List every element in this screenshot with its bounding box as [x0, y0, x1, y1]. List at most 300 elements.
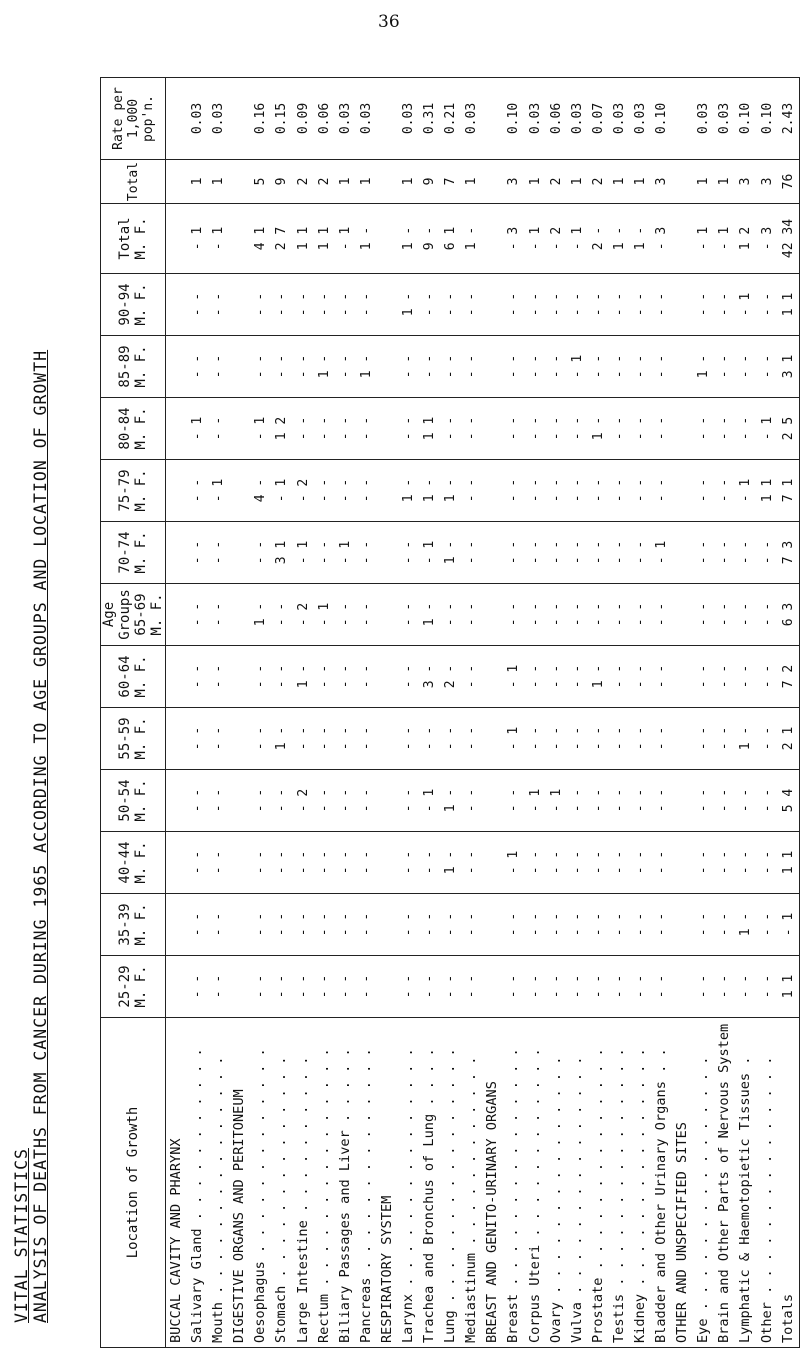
- age-cell: - -: [253, 788, 269, 813]
- blank-cell: [231, 398, 248, 459]
- age-cell: - 1: [738, 478, 754, 503]
- age-cell: - -: [548, 416, 564, 441]
- location-header: Location of Growth: [101, 1018, 166, 1348]
- age-cell: - -: [400, 974, 416, 999]
- age-cell: - -: [211, 850, 227, 875]
- age-cell: - -: [506, 416, 522, 441]
- age-cell: - -: [717, 292, 733, 317]
- age-cell: - -: [696, 788, 712, 813]
- blank-cell: [379, 522, 396, 583]
- totals-rate-cell: 2.43: [780, 102, 796, 135]
- blank-cell: [379, 336, 396, 397]
- totals-age-cell: 7 1: [780, 478, 796, 503]
- age-cell: - 1: [527, 788, 543, 813]
- blank-cell: [231, 770, 248, 831]
- age-cell: - -: [274, 354, 290, 379]
- blank-cell: [484, 832, 501, 893]
- age-cell: - -: [400, 850, 416, 875]
- age-cell: - -: [316, 540, 332, 565]
- age-cell: 1 -: [443, 478, 459, 503]
- age-cell: - -: [738, 354, 754, 379]
- age-cell: - -: [590, 788, 606, 813]
- rate-cell: 0.03: [211, 102, 227, 135]
- age-cell: - -: [527, 354, 543, 379]
- age-cell: - -: [443, 912, 459, 937]
- age-cell: - -: [253, 292, 269, 317]
- age-cell: - -: [253, 974, 269, 999]
- age-col-80-84: [166, 398, 800, 460]
- age-cell: - -: [337, 416, 353, 441]
- age-cell: - -: [738, 974, 754, 999]
- row-label: Lymphatic & Haemotopietic Tissues .: [737, 1048, 754, 1343]
- age-cell: - -: [696, 416, 712, 441]
- blank-cell: [484, 398, 501, 459]
- age-cell: - -: [527, 478, 543, 503]
- age-cell: - -: [611, 292, 627, 317]
- total-mf-cell: 1 -: [611, 226, 627, 251]
- age-cell: - -: [696, 664, 712, 689]
- age-cell: - -: [274, 292, 290, 317]
- age-cell: - -: [400, 664, 416, 689]
- blank-cell: [379, 78, 396, 159]
- page-title: [12, 350, 50, 1323]
- blank-cell: [674, 646, 691, 707]
- table-title: ANALYSIS OF DEATHS FROM CANCER DURING 1965 ACCORDING TO AGE GROUPS AND LOCATION OF GROWTH: [31, 349, 50, 1323]
- blank-cell: [674, 708, 691, 769]
- age-90-94-header: 90-94 M. F.: [101, 274, 166, 336]
- blank-cell: [168, 522, 185, 583]
- age-cell: - -: [548, 354, 564, 379]
- age-cell: - 1: [654, 540, 670, 565]
- rate-cell: 0.03: [611, 102, 627, 135]
- age-cell: - -: [696, 602, 712, 627]
- age-cell: - -: [548, 850, 564, 875]
- age-cell: - -: [274, 664, 290, 689]
- age-cell: - -: [358, 788, 374, 813]
- age-cell: - -: [274, 850, 290, 875]
- age-cell: - -: [738, 664, 754, 689]
- age-cell: - -: [274, 788, 290, 813]
- age-cell: - -: [633, 974, 649, 999]
- age-col-75-79: [166, 460, 800, 522]
- age-cell: 1 -: [422, 602, 438, 627]
- age-cell: - 1: [759, 416, 775, 441]
- total-mf-cell: 2 7: [274, 226, 290, 251]
- age-cell: - -: [358, 974, 374, 999]
- blank-cell: [674, 770, 691, 831]
- age-cell: - -: [654, 974, 670, 999]
- age-cell: - -: [400, 788, 416, 813]
- age-cell: 1 1: [759, 478, 775, 503]
- age-col-35-39: [166, 894, 800, 956]
- blank-cell: [379, 770, 396, 831]
- cancer-deaths-table: [100, 77, 800, 1348]
- row-label: Stomach . . . . . . . . . . . . . .: [273, 1048, 290, 1343]
- total-cell: 3: [738, 177, 754, 186]
- total-mf-cell: 6 1: [443, 226, 459, 251]
- age-25-29-header: 25-29 M. F.: [101, 956, 166, 1018]
- total-mf-cell: 1 -: [464, 226, 480, 251]
- row-label: Mouth . . . . . . . . . . . . . . .: [210, 1048, 227, 1343]
- totals-label: Totals: [779, 1293, 796, 1343]
- blank-cell: [379, 832, 396, 893]
- total-mf-cell: 1 1: [295, 226, 311, 251]
- blank-cell: [674, 460, 691, 521]
- age-cell: 1 -: [738, 726, 754, 751]
- blank-cell: [231, 832, 248, 893]
- age-cell: 3 1: [274, 540, 290, 565]
- rate-cell: 0.03: [633, 102, 649, 135]
- age-cell: - -: [590, 850, 606, 875]
- age-cell: - -: [358, 540, 374, 565]
- total-cell: 1: [611, 177, 627, 186]
- total-cell: 2: [316, 177, 332, 186]
- age-cell: - 2: [295, 788, 311, 813]
- age-cell: - -: [717, 788, 733, 813]
- age-cell: - -: [759, 664, 775, 689]
- blank-cell: [231, 274, 248, 335]
- age-cell: - -: [316, 912, 332, 937]
- age-cell: - -: [422, 974, 438, 999]
- age-cell: - -: [569, 974, 585, 999]
- age-cell: - -: [190, 726, 206, 751]
- age-cell: - -: [548, 478, 564, 503]
- age-cell: - -: [527, 292, 543, 317]
- age-cell: - -: [422, 726, 438, 751]
- age-cell: - -: [696, 292, 712, 317]
- age-cell: - 1: [569, 354, 585, 379]
- totals-age-cell: 3 1: [780, 354, 796, 379]
- age-cell: - -: [759, 292, 775, 317]
- row-label: Mediastinum . . . . . . . . . . . .: [463, 1048, 480, 1343]
- total-cell: 1: [696, 177, 712, 186]
- age-cell: - -: [654, 354, 670, 379]
- age-cell: - -: [337, 788, 353, 813]
- age-cell: - -: [611, 850, 627, 875]
- age-cell: - -: [358, 602, 374, 627]
- age-cell: - -: [611, 912, 627, 937]
- age-cell: - -: [611, 354, 627, 379]
- blank-cell: [484, 584, 501, 645]
- blank-cell: [168, 646, 185, 707]
- age-cell: - 1: [738, 292, 754, 317]
- total-mf-cell: - 2: [548, 226, 564, 251]
- age-col-25-29: [166, 956, 800, 1018]
- age-cell: - -: [422, 292, 438, 317]
- row-label: Bladder and Other Urinary Organs . .: [653, 1040, 670, 1343]
- total-mf-cell: 4 1: [253, 226, 269, 251]
- age-cell: - -: [464, 354, 480, 379]
- age-cell: - -: [654, 416, 670, 441]
- age-cell: - -: [759, 850, 775, 875]
- row-label: Oesophagus . . . . . . . . . . . . .: [252, 1040, 269, 1343]
- age-cell: - -: [464, 540, 480, 565]
- blank-cell: [379, 584, 396, 645]
- age-80-84-header: 80-84 M. F.: [101, 398, 166, 460]
- total-cell: 1: [464, 177, 480, 186]
- total-cell: 2: [590, 177, 606, 186]
- rate-cell: 0.10: [759, 102, 775, 135]
- row-label: Other . . . . . . . . . . . . . . .: [758, 1048, 775, 1343]
- age-cell: - -: [211, 540, 227, 565]
- total-mf-column: [166, 204, 800, 274]
- age-cell: 3 -: [422, 664, 438, 689]
- age-cell: - -: [443, 726, 459, 751]
- age-cell: - -: [611, 788, 627, 813]
- total-cell: 3: [654, 177, 670, 186]
- age-cell: - 1: [506, 850, 522, 875]
- age-cell: - -: [295, 912, 311, 937]
- row-label: Brain and Other Parts of Nervous System: [716, 1023, 733, 1343]
- age-cell: 1 -: [696, 354, 712, 379]
- age-cell: 1 -: [274, 726, 290, 751]
- category-label: BREAST AND GENITO-URINARY ORGANS: [484, 1081, 501, 1343]
- total-cell: 5: [253, 177, 269, 186]
- blank-cell: [231, 956, 248, 1017]
- heading: VITAL STATISTICS: [12, 1148, 31, 1323]
- age-cell: - -: [274, 602, 290, 627]
- age-cell: - 1: [422, 788, 438, 813]
- blank-cell: [379, 274, 396, 335]
- blank-cell: [674, 832, 691, 893]
- blank-cell: [484, 894, 501, 955]
- rate-cell: 0.03: [717, 102, 733, 135]
- age-cell: - -: [253, 540, 269, 565]
- age-cell: - 1: [548, 788, 564, 813]
- age-cell: - 2: [295, 602, 311, 627]
- age-cell: - -: [464, 664, 480, 689]
- age-cell: - -: [696, 478, 712, 503]
- age-cell: - -: [316, 664, 332, 689]
- age-cell: - -: [696, 726, 712, 751]
- age-cell: - -: [464, 602, 480, 627]
- age-cell: - -: [717, 416, 733, 441]
- age-cell: - -: [759, 540, 775, 565]
- age-cell: - -: [654, 602, 670, 627]
- age-cell: 1 -: [590, 416, 606, 441]
- age-cell: - -: [464, 788, 480, 813]
- age-cell: - -: [654, 788, 670, 813]
- age-cell: - -: [548, 974, 564, 999]
- age-cell: - -: [569, 912, 585, 937]
- rate-cell: 0.10: [738, 102, 754, 135]
- age-cell: - -: [759, 974, 775, 999]
- rate-cell: 0.03: [337, 102, 353, 135]
- age-cell: - -: [611, 664, 627, 689]
- blank-cell: [231, 646, 248, 707]
- blank-cell: [168, 160, 185, 203]
- category-label: BUCCAL CAVITY AND PHARYNX: [167, 1138, 184, 1343]
- age-cell: - -: [506, 974, 522, 999]
- age-cell: - -: [633, 416, 649, 441]
- age-cell: - -: [759, 602, 775, 627]
- blank-cell: [168, 894, 185, 955]
- age-cell: - -: [211, 726, 227, 751]
- row-label: Ovary . . . . . . . . . . . . . . .: [547, 1048, 564, 1343]
- age-cell: - -: [654, 664, 670, 689]
- blank-cell: [168, 460, 185, 521]
- blank-cell: [231, 584, 248, 645]
- age-cell: - -: [358, 478, 374, 503]
- age-cell: - -: [633, 788, 649, 813]
- age-cell: - -: [569, 602, 585, 627]
- age-cell: - -: [358, 726, 374, 751]
- age-cell: - -: [190, 850, 206, 875]
- total-cell: 1: [400, 177, 416, 186]
- age-35-39-header: 35-39 M. F.: [101, 894, 166, 956]
- age-cell: - -: [590, 974, 606, 999]
- rate-cell: 0.10: [506, 102, 522, 135]
- age-cell: - -: [443, 602, 459, 627]
- age-cell: - -: [253, 354, 269, 379]
- age-cell: - -: [590, 602, 606, 627]
- age-cell: 1 -: [738, 912, 754, 937]
- blank-cell: [168, 584, 185, 645]
- age-cell: 1 -: [253, 602, 269, 627]
- age-cell: - -: [422, 912, 438, 937]
- age-cell: - -: [316, 850, 332, 875]
- age-cell: - -: [400, 354, 416, 379]
- age-cell: - -: [337, 664, 353, 689]
- age-cell: - -: [633, 354, 649, 379]
- rate-cell: 0.16: [253, 102, 269, 135]
- age-cell: - 2: [295, 478, 311, 503]
- blank-cell: [231, 894, 248, 955]
- rate-cell: 0.03: [400, 102, 416, 135]
- age-cell: - -: [211, 788, 227, 813]
- age-cell: 1 -: [443, 540, 459, 565]
- blank-cell: [674, 522, 691, 583]
- age-cell: - -: [253, 912, 269, 937]
- blank-cell: [674, 956, 691, 1017]
- blank-cell: [484, 160, 501, 203]
- age-cell: - -: [358, 416, 374, 441]
- age-cell: - -: [190, 292, 206, 317]
- blank-cell: [484, 460, 501, 521]
- age-cell: - -: [569, 540, 585, 565]
- category-label: OTHER AND UNSPECIFIED SITES: [674, 1122, 691, 1343]
- total-mf-cell: - 1: [190, 226, 206, 251]
- age-cell: - -: [548, 664, 564, 689]
- age-cell: - -: [717, 912, 733, 937]
- age-cell: - -: [211, 664, 227, 689]
- age-cell: - -: [717, 602, 733, 627]
- age-cell: - -: [443, 354, 459, 379]
- age-cell: - -: [569, 850, 585, 875]
- age-cell: - -: [274, 912, 290, 937]
- blank-cell: [168, 336, 185, 397]
- row-label: Corpus Uteri . . . . . . . . . . . .: [526, 1040, 543, 1343]
- age-cell: - -: [337, 602, 353, 627]
- age-cell: - -: [190, 788, 206, 813]
- blank-cell: [379, 956, 396, 1017]
- age-cell: - -: [590, 354, 606, 379]
- age-cell: 4 -: [253, 478, 269, 503]
- blank-cell: [674, 274, 691, 335]
- rate-cell: 0.10: [654, 102, 670, 135]
- total-cell: 1: [569, 177, 585, 186]
- age-cell: - -: [337, 726, 353, 751]
- age-cell: - -: [633, 912, 649, 937]
- totals-age-cell: 1 1: [780, 850, 796, 875]
- age-cell: - -: [190, 912, 206, 937]
- totals-age-cell: 6 3: [780, 602, 796, 627]
- age-cell: - -: [316, 726, 332, 751]
- total-mf-header: Total M. F.: [101, 204, 166, 274]
- blank-cell: [231, 708, 248, 769]
- row-label: Salivary Gland . . . . . . . . . . .: [189, 1040, 206, 1343]
- row-label: Kidney . . . . . . . . . . . . . . .: [632, 1040, 649, 1343]
- total-mf-cell: 1 1: [316, 226, 332, 251]
- blank-cell: [231, 460, 248, 521]
- age-cell: - -: [696, 974, 712, 999]
- age-cell: - -: [759, 726, 775, 751]
- age-cell: 1 -: [358, 354, 374, 379]
- age-cell: - 1: [190, 416, 206, 441]
- age-cell: - -: [400, 602, 416, 627]
- row-label: Eye . . . . . . . . . . . . . . . .: [695, 1048, 712, 1343]
- age-cell: - -: [295, 354, 311, 379]
- age-cell: - -: [759, 788, 775, 813]
- age-cell: - -: [506, 478, 522, 503]
- age-50-54-header: 50-54 M. F.: [101, 770, 166, 832]
- age-cell: - -: [464, 912, 480, 937]
- totals-age-cell: 1 1: [780, 292, 796, 317]
- age-cell: - -: [211, 354, 227, 379]
- totals-age-cell: 1 1: [780, 974, 796, 999]
- blank-cell: [168, 398, 185, 459]
- age-cell: - -: [316, 416, 332, 441]
- row-label: Vulva . . . . . . . . . . . . . . .: [568, 1048, 585, 1343]
- age-cell: - -: [358, 850, 374, 875]
- age-cell: - -: [717, 540, 733, 565]
- rate-cell: 0.06: [316, 102, 332, 135]
- rate-cell: 0.03: [190, 102, 206, 135]
- age-col-90-94: [166, 274, 800, 336]
- age-col-70-74: [166, 522, 800, 584]
- age-cell: - -: [211, 912, 227, 937]
- blank-cell: [168, 204, 185, 273]
- age-cell: - -: [190, 540, 206, 565]
- age-cell: - -: [633, 726, 649, 751]
- age-cell: - -: [548, 912, 564, 937]
- age-cell: - -: [400, 912, 416, 937]
- age-cell: - -: [337, 292, 353, 317]
- totals-age-cell: 2 5: [780, 416, 796, 441]
- table-rotated-wrapper: [100, 78, 800, 1348]
- blank-cell: [484, 274, 501, 335]
- age-cell: - -: [717, 850, 733, 875]
- age-cell: - 1: [422, 540, 438, 565]
- total-mf-cell: - 3: [759, 226, 775, 251]
- age-cell: - 1: [295, 540, 311, 565]
- total-mf-cell: - 1: [337, 226, 353, 251]
- totals-age-cell: 5 4: [780, 788, 796, 813]
- blank-cell: [231, 160, 248, 203]
- rate-cell: 0.03: [358, 102, 374, 135]
- age-col-60-64: [166, 646, 800, 708]
- blank-cell: [484, 522, 501, 583]
- age-cell: - -: [717, 974, 733, 999]
- age-cell: - -: [696, 540, 712, 565]
- blank-cell: [484, 646, 501, 707]
- age-cell: - -: [590, 540, 606, 565]
- age-cell: - -: [316, 974, 332, 999]
- age-cell: - -: [506, 540, 522, 565]
- totals-age-cell: 2 1: [780, 726, 796, 751]
- blank-cell: [379, 204, 396, 273]
- row-label: Breast . . . . . . . . . . . . . . .: [505, 1040, 522, 1343]
